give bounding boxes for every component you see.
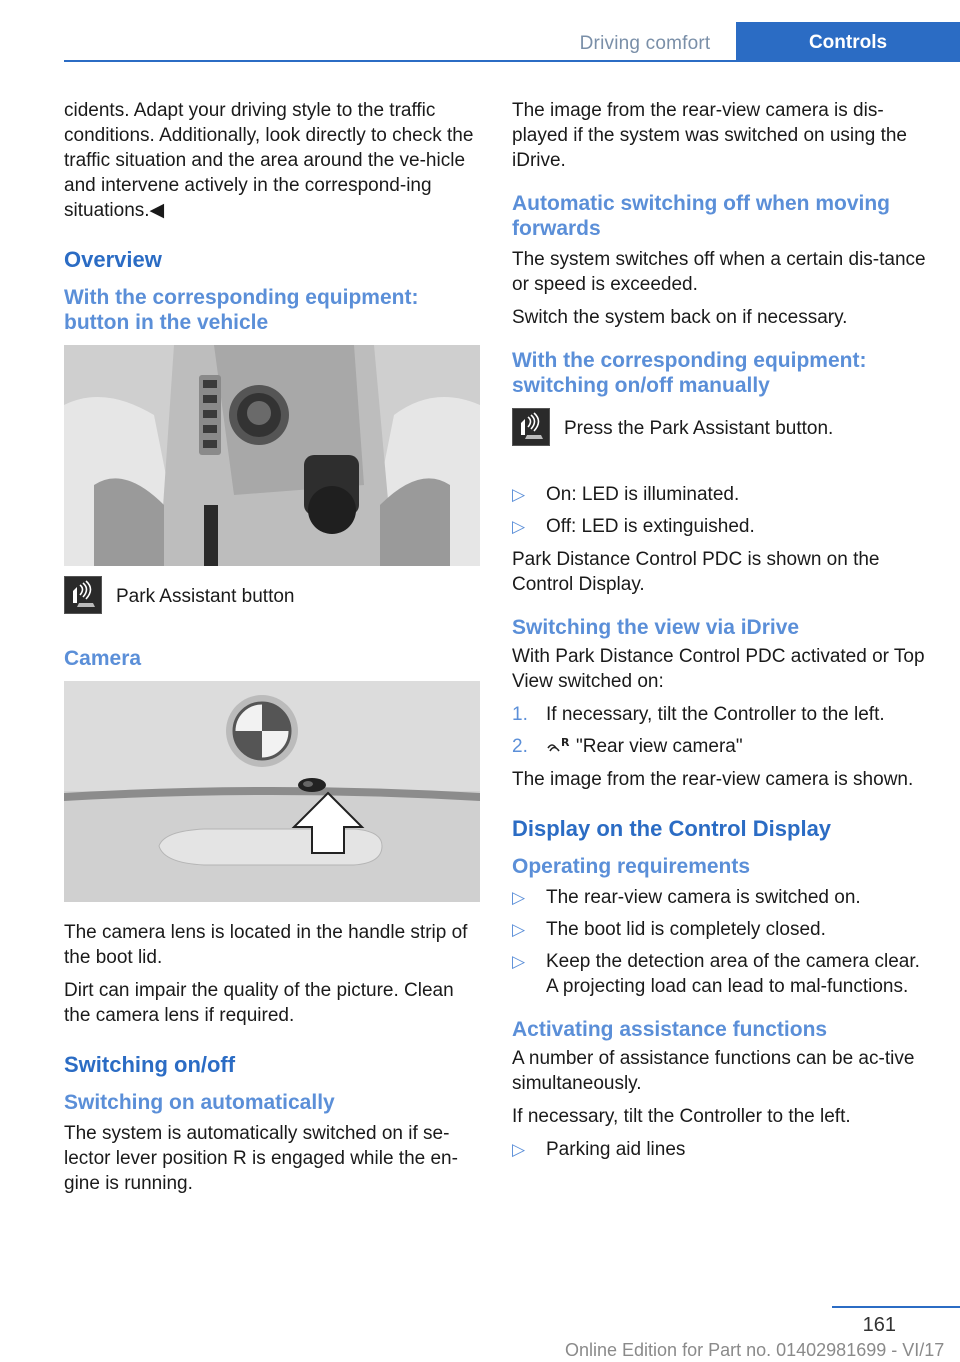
view-heading: Switching the view via iDrive (512, 616, 800, 639)
page-number: 161 (862, 1314, 896, 1336)
boot-lid-illustration (64, 681, 480, 902)
auto-on-heading: Switching on automatically (64, 1091, 335, 1114)
footer-rule (832, 1306, 960, 1308)
svg-text:R: R (561, 736, 570, 749)
display-heading: Display on the Control Display (512, 816, 832, 841)
park-assistant-caption-text: Park Assistant button (116, 586, 295, 607)
intro-paragraph: cidents. Adapt your driving style to the traffic conditions. Additionally, look directly to check the traffic situation and the area around the ve‐hicle and intervene actively in the correspond‐ing situations.◀ (64, 100, 474, 221)
header-rule (64, 60, 736, 62)
park-assistant-caption (64, 584, 480, 624)
list-marker-icon: ▷ (512, 888, 526, 907)
pdc-text: Park Distance Control PDC is shown on the Control Display. (512, 549, 880, 595)
press-button-text: Press the Park Assistant button. (564, 418, 834, 439)
list-marker-icon: ▷ (512, 920, 526, 939)
edition-note: Online Edition for Part no. 01402981699 - VI/17 (565, 1340, 945, 1360)
assist-heading: Activating assistance functions (512, 1018, 828, 1041)
list-marker-icon: ▷ (512, 485, 526, 504)
tilt-text: If necessary, tilt the Controller to the left. (512, 1106, 851, 1127)
list-item: ▷ The rear-view camera is switched on. (512, 887, 861, 908)
manual-heading: With the corresponding equipment: switching on/off manually (512, 349, 867, 397)
camera-dirt-text: Dirt can impair the quality of the picture. Clean the camera lens if required. (64, 980, 454, 1026)
list-item: ▷ Parking aid lines (512, 1139, 686, 1160)
park-assistant-icon-small (512, 408, 550, 446)
auto-off-heading: Automatic switching off when moving forwards (512, 192, 890, 240)
camera-photo (64, 681, 480, 902)
rear-view-camera-icon (546, 734, 572, 754)
camera-location-text: The camera lens is located in the handle strip of the boot lid. (64, 922, 468, 968)
requirements-list (512, 885, 930, 999)
list-item: 1. If necessary, tilt the Controller to the left. (512, 704, 885, 725)
list-item: ▷ The boot lid is completely closed. (512, 919, 826, 940)
list-item: ▷ Off: LED is extinguished. (512, 516, 755, 537)
idrive-text: The image from the rear-view camera is dis‐played if the system was switched on using the iDrive. (512, 100, 907, 171)
led-status-list (512, 482, 930, 539)
equipment-heading: With the corresponding equipment: button in the vehicle (64, 286, 419, 334)
right-column (512, 98, 930, 1170)
list-marker-icon: ▷ (512, 517, 526, 536)
overview-heading: Overview (64, 247, 162, 272)
list-item: ▷ On: LED is illuminated. (512, 484, 740, 505)
list-marker-icon: ▷ (512, 952, 526, 971)
auto-on-text: The system is automatically switched on if se‐lector lever position R is engaged while the en‐gine is running. (64, 1123, 458, 1194)
list-item: 2. R "Rear view camera" (512, 736, 743, 757)
view-text: With Park Distance Control PDC activated or Top View switched on: (512, 646, 925, 692)
console-illustration (64, 345, 480, 566)
list-item: ▷ Keep the detection area of the camera clear. A projecting load can lead to mal‐functions. (512, 951, 920, 997)
steps-list (512, 702, 930, 759)
requirements-heading: Operating requirements (512, 855, 751, 878)
section-tab[interactable]: Driving comfort (579, 33, 711, 54)
list-marker-icon: ▷ (512, 1140, 526, 1159)
press-button-line (512, 416, 930, 456)
switch-back-text: Switch the system back on if necessary. (512, 307, 848, 328)
chapter-tab[interactable]: Controls (736, 22, 960, 62)
camera-heading: Camera (64, 647, 142, 670)
auto-off-text: The system switches off when a certain dis‐tance or speed is exceeded. (512, 249, 926, 295)
switching-heading: Switching on/off (64, 1052, 236, 1077)
console-photo (64, 345, 480, 566)
page-header (0, 0, 960, 62)
assist-functions-list (512, 1137, 930, 1162)
left-column (64, 98, 480, 1204)
park-assistant-icon (64, 576, 102, 614)
assist-text: A number of assistance functions can be ac‐tive simultaneously. (512, 1048, 915, 1094)
image-shown-text: The image from the rear-view camera is shown. (512, 769, 914, 790)
